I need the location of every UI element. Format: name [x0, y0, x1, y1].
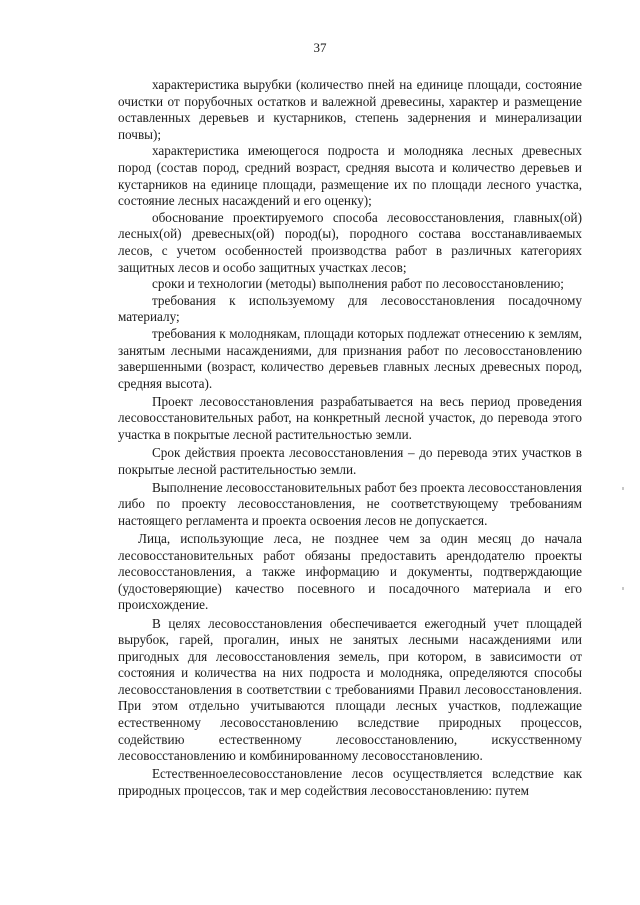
paragraph-9: Выполнение лесовосстановительных работ без проекта лесовосстановления либо по проекту лесовосстановления, не соответствующему требованиям настоящего регламента и проекта освоения лесов не допускается. [118, 479, 582, 528]
paragraph-3: обоснование проектируемого способа лесовосстановления, главных(ой) лесных(ой) древесных(ой) пород(ы), породного состава восстанавливаемых лесов, с учетом особенностей производства работ в различных категориях защитных лесов и особо защитных участках лесов; [118, 209, 582, 275]
paragraph-11: В целях лесовосстановления обеспечивается ежегодный учет площадей вырубок, гарей, прогалин, иных не занятых лесными насаждениями или пригодных для лесовосстановления земель, при котором, в зависимости от состояния и количества на них подроста и молодняка, определяются способы лесовосстановления в соответствии с требованиями Правил лесовосстановления. При этом отдельно учитываются площади лесных участков, подлежащие естественному лесовосстановлению вследствие природных процессов, содействию естественному лесовосстановлению, искусственному лесовосстановлению и комбинированному лесовосстановлению. [118, 615, 582, 764]
paragraph-8: Срок действия проекта лесовосстановления – до перевода этих участков в покрытые лесной растительностью земли. [118, 445, 582, 477]
paragraph-2: характеристика имеющегося подроста и молодняка лесных древесных пород (состав пород, средний возраст, средняя высота и количество деревьев и кустарников на единице площади, размещение их по площади лесного участка, состояние лесных насаждений и его оценку); [118, 143, 582, 209]
paragraph-10: Лица, использующие леса, не позднее чем за один месяц до начала лесовосстановительных работ обязаны предоставить арендодателю проекты лесовосстановления, а также информацию и документы, подтверждающие (удостоверяющие) качество посевного и посадочного материала и его происхождение. [118, 531, 582, 613]
paragraph-4: сроки и технологии (методы) выполнения работ по лесовосстановлению; [152, 276, 564, 292]
paragraph-6: требования к молоднякам, площади которых подлежат отнесению к землям, занятым лесными насаждениями, для признания работ по лесовосстановлению завершенными (возраст, количество деревьев главных лесных древесных пород, средняя высота). [118, 325, 582, 391]
scan-speck [622, 487, 624, 490]
paragraph-12: Естественноелесовосстановление лесов осуществляется вследствие как природных процессов, так и мер содействия лесовосстановлению: путем [118, 766, 582, 798]
paragraph-7: Проект лесовосстановления разрабатывается на весь период проведения лесовосстановительных работ, на конкретный лесной участок, до перевода этого участка в покрытые лесной растительностью земли. [118, 393, 582, 442]
paragraph-1: характеристика вырубки (количество пней на единице площади, состояние очистки от порубочных остатков и валежной древесины, характер и размещение оставленных деревьев и кустарников, степень задернения и минерализации почвы); [118, 77, 582, 142]
paragraph-5: требования к используемому для лесовосстановления посадочному материалу; [118, 292, 582, 325]
scan-speck [622, 587, 624, 590]
body-text [118, 77, 582, 800]
page-number: 37 [313, 40, 327, 55]
